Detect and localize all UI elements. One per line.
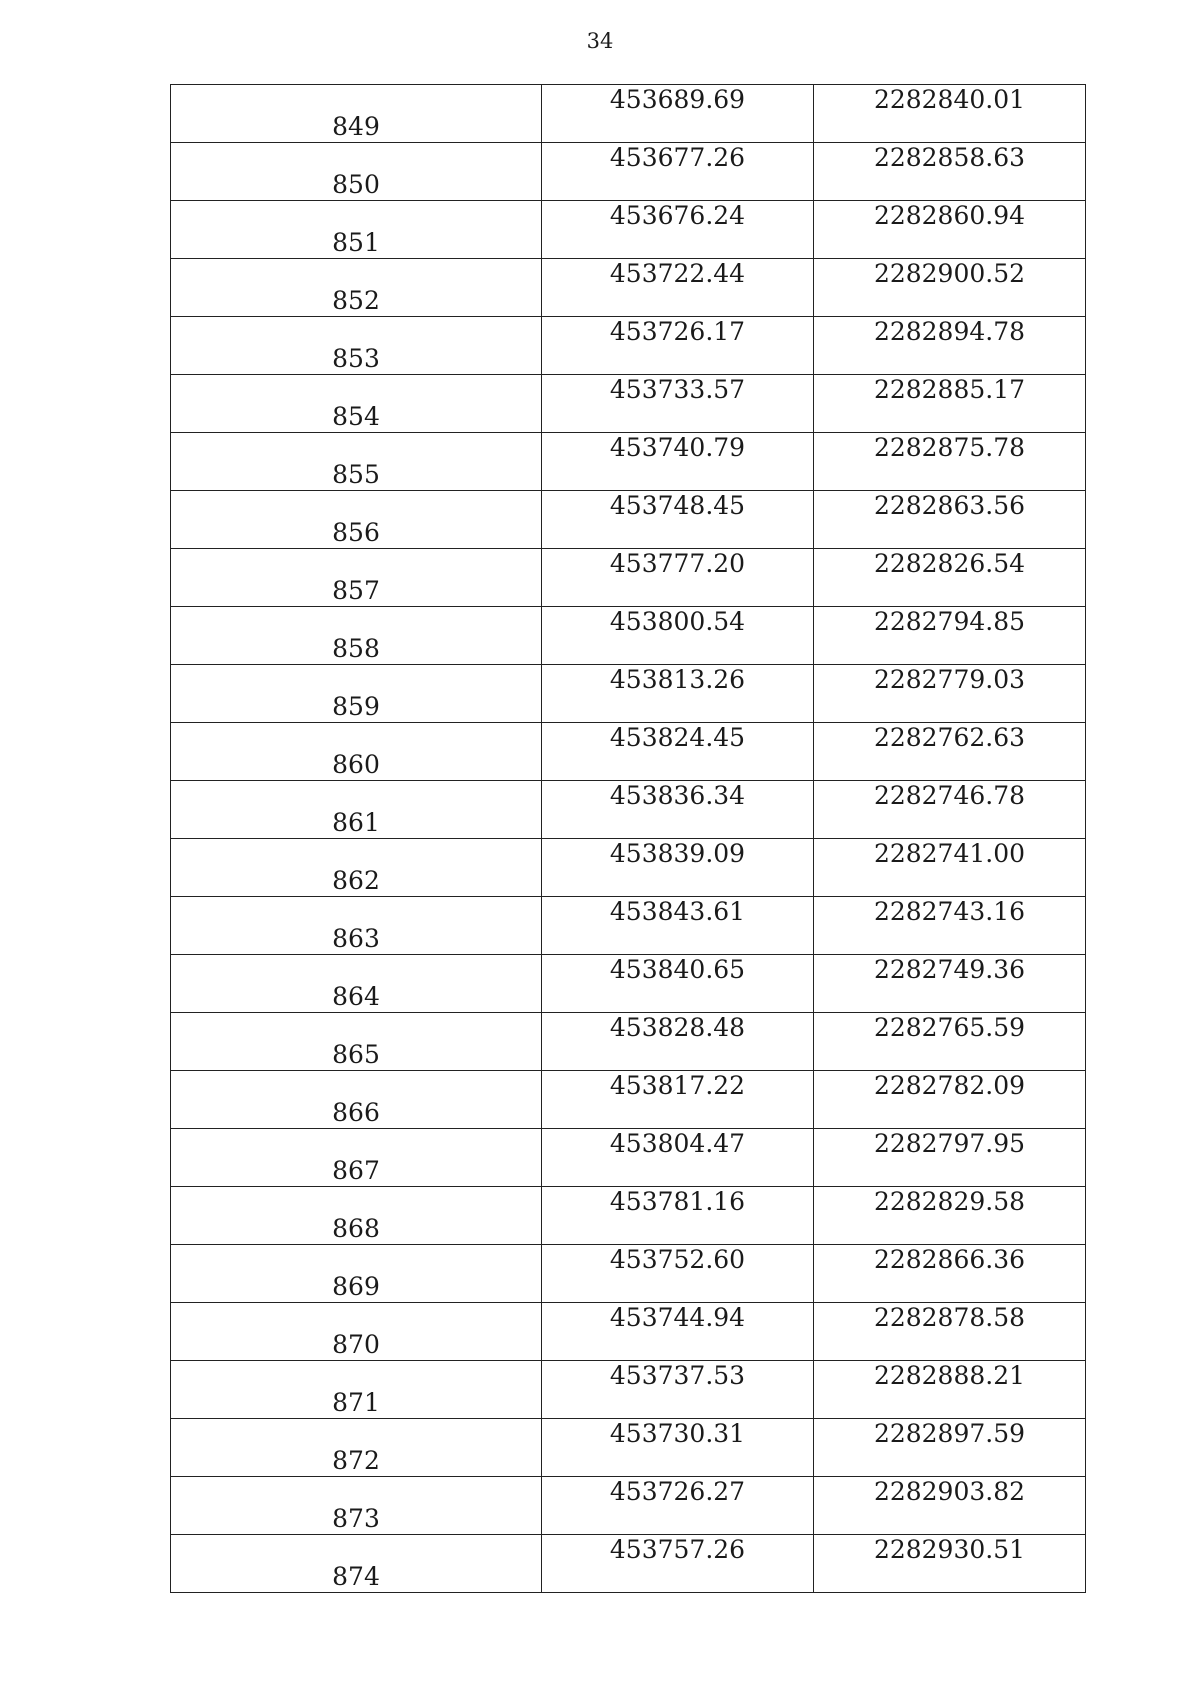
point-id-cell-text: 874 bbox=[332, 1562, 380, 1591]
x-coordinate-cell bbox=[542, 723, 814, 781]
x-coordinate-cell-text: 453757.26 bbox=[609, 1535, 746, 1564]
point-id-cell bbox=[171, 781, 542, 839]
x-coordinate-cell-text: 453676.24 bbox=[609, 201, 746, 230]
point-id-cell bbox=[171, 607, 542, 665]
y-coordinate-cell bbox=[814, 1245, 1086, 1303]
y-coordinate-cell bbox=[814, 665, 1086, 723]
x-coordinate-cell bbox=[542, 549, 814, 607]
table-row bbox=[171, 433, 1086, 491]
y-coordinate-cell bbox=[814, 1187, 1086, 1245]
x-coordinate-cell-text: 453689.69 bbox=[609, 85, 746, 114]
point-id-cell bbox=[171, 1129, 542, 1187]
coordinates-table-body bbox=[171, 85, 1086, 1593]
table-row bbox=[171, 317, 1086, 375]
y-coordinate-cell-text: 2282762.63 bbox=[873, 723, 1026, 752]
point-id-cell-text: 850 bbox=[332, 170, 380, 199]
point-id-cell bbox=[171, 1419, 542, 1477]
y-coordinate-cell-text: 2282829.58 bbox=[873, 1187, 1026, 1216]
point-id-cell-text: 866 bbox=[332, 1098, 380, 1127]
point-id-cell-text: 855 bbox=[332, 460, 380, 489]
point-id-cell-text: 854 bbox=[332, 402, 380, 431]
point-id-cell bbox=[171, 839, 542, 897]
point-id-cell bbox=[171, 665, 542, 723]
y-coordinate-cell-text: 2282860.94 bbox=[873, 201, 1026, 230]
y-coordinate-cell bbox=[814, 1419, 1086, 1477]
point-id-cell-text: 870 bbox=[332, 1330, 380, 1359]
y-coordinate-cell bbox=[814, 549, 1086, 607]
point-id-cell bbox=[171, 1477, 542, 1535]
y-coordinate-cell-text: 2282866.36 bbox=[873, 1245, 1026, 1274]
x-coordinate-cell-text: 453777.20 bbox=[609, 549, 746, 578]
y-coordinate-cell-text: 2282765.59 bbox=[873, 1013, 1026, 1042]
x-coordinate-cell bbox=[542, 897, 814, 955]
x-coordinate-cell-text: 453836.34 bbox=[609, 781, 746, 810]
y-coordinate-cell-text: 2282903.82 bbox=[873, 1477, 1026, 1506]
point-id-cell-text: 868 bbox=[332, 1214, 380, 1243]
table-row bbox=[171, 1013, 1086, 1071]
x-coordinate-cell bbox=[542, 433, 814, 491]
point-id-cell-text: 867 bbox=[332, 1156, 380, 1185]
y-coordinate-cell-text: 2282779.03 bbox=[873, 665, 1026, 694]
table-row bbox=[171, 1361, 1086, 1419]
point-id-cell bbox=[171, 1361, 542, 1419]
x-coordinate-cell-text: 453800.54 bbox=[609, 607, 746, 636]
x-coordinate-cell bbox=[542, 781, 814, 839]
y-coordinate-cell-text: 2282900.52 bbox=[873, 259, 1026, 288]
table-row bbox=[171, 723, 1086, 781]
x-coordinate-cell bbox=[542, 491, 814, 549]
table-row bbox=[171, 665, 1086, 723]
table-row bbox=[171, 955, 1086, 1013]
y-coordinate-cell bbox=[814, 1535, 1086, 1593]
point-id-cell-text: 857 bbox=[332, 576, 380, 605]
point-id-cell-text: 861 bbox=[332, 808, 380, 837]
page-number: 34 bbox=[586, 29, 614, 53]
point-id-cell-text: 872 bbox=[332, 1446, 380, 1475]
y-coordinate-cell-text: 2282894.78 bbox=[873, 317, 1026, 346]
point-id-cell-text: 852 bbox=[332, 286, 380, 315]
y-coordinate-cell-text: 2282797.95 bbox=[873, 1129, 1026, 1158]
y-coordinate-cell-text: 2282863.56 bbox=[873, 491, 1026, 520]
table-row bbox=[171, 1071, 1086, 1129]
table-row bbox=[171, 85, 1086, 143]
point-id-cell-text: 869 bbox=[332, 1272, 380, 1301]
y-coordinate-cell-text: 2282878.58 bbox=[873, 1303, 1026, 1332]
point-id-cell-text: 863 bbox=[332, 924, 380, 953]
x-coordinate-cell bbox=[542, 1071, 814, 1129]
x-coordinate-cell-text: 453817.22 bbox=[609, 1071, 746, 1100]
table-row bbox=[171, 781, 1086, 839]
x-coordinate-cell bbox=[542, 607, 814, 665]
table-row bbox=[171, 375, 1086, 433]
y-coordinate-cell-text: 2282826.54 bbox=[873, 549, 1026, 578]
point-id-cell-text: 851 bbox=[332, 228, 380, 257]
y-coordinate-cell-text: 2282746.78 bbox=[873, 781, 1026, 810]
y-coordinate-cell-text: 2282794.85 bbox=[873, 607, 1026, 636]
y-coordinate-cell bbox=[814, 85, 1086, 143]
y-coordinate-cell bbox=[814, 607, 1086, 665]
x-coordinate-cell-text: 453840.65 bbox=[609, 955, 746, 984]
x-coordinate-cell bbox=[542, 375, 814, 433]
point-id-cell-text: 871 bbox=[332, 1388, 380, 1417]
table-row bbox=[171, 1535, 1086, 1593]
point-id-cell bbox=[171, 375, 542, 433]
x-coordinate-cell-text: 453752.60 bbox=[609, 1245, 746, 1274]
x-coordinate-cell bbox=[542, 1245, 814, 1303]
x-coordinate-cell bbox=[542, 143, 814, 201]
x-coordinate-cell bbox=[542, 1013, 814, 1071]
y-coordinate-cell bbox=[814, 259, 1086, 317]
x-coordinate-cell bbox=[542, 1361, 814, 1419]
y-coordinate-cell bbox=[814, 1129, 1086, 1187]
point-id-cell-text: 864 bbox=[332, 982, 380, 1011]
x-coordinate-cell-text: 453813.26 bbox=[609, 665, 746, 694]
x-coordinate-cell-text: 453722.44 bbox=[609, 259, 746, 288]
y-coordinate-cell bbox=[814, 955, 1086, 1013]
y-coordinate-cell-text: 2282888.21 bbox=[873, 1361, 1026, 1390]
x-coordinate-cell bbox=[542, 1419, 814, 1477]
x-coordinate-cell-text: 453730.31 bbox=[609, 1419, 746, 1448]
table-row bbox=[171, 549, 1086, 607]
table-row bbox=[171, 1245, 1086, 1303]
y-coordinate-cell-text: 2282875.78 bbox=[873, 433, 1026, 462]
x-coordinate-cell bbox=[542, 317, 814, 375]
point-id-cell bbox=[171, 1245, 542, 1303]
y-coordinate-cell bbox=[814, 317, 1086, 375]
y-coordinate-cell bbox=[814, 375, 1086, 433]
point-id-cell bbox=[171, 491, 542, 549]
x-coordinate-cell bbox=[542, 85, 814, 143]
y-coordinate-cell bbox=[814, 143, 1086, 201]
point-id-cell-text: 860 bbox=[332, 750, 380, 779]
x-coordinate-cell-text: 453824.45 bbox=[609, 723, 746, 752]
x-coordinate-cell-text: 453839.09 bbox=[609, 839, 746, 868]
x-coordinate-cell bbox=[542, 1187, 814, 1245]
table-row bbox=[171, 1477, 1086, 1535]
table-row bbox=[171, 1303, 1086, 1361]
point-id-cell bbox=[171, 317, 542, 375]
point-id-cell bbox=[171, 955, 542, 1013]
x-coordinate-cell bbox=[542, 665, 814, 723]
y-coordinate-cell-text: 2282840.01 bbox=[873, 85, 1026, 114]
point-id-cell bbox=[171, 723, 542, 781]
point-id-cell bbox=[171, 1303, 542, 1361]
y-coordinate-cell-text: 2282743.16 bbox=[873, 897, 1026, 926]
table-row bbox=[171, 259, 1086, 317]
y-coordinate-cell bbox=[814, 1013, 1086, 1071]
y-coordinate-cell bbox=[814, 781, 1086, 839]
x-coordinate-cell bbox=[542, 1129, 814, 1187]
x-coordinate-cell-text: 453748.45 bbox=[609, 491, 746, 520]
x-coordinate-cell-text: 453677.26 bbox=[609, 143, 746, 172]
point-id-cell-text: 849 bbox=[332, 112, 380, 141]
table-row bbox=[171, 607, 1086, 665]
x-coordinate-cell-text: 453828.48 bbox=[609, 1013, 746, 1042]
x-coordinate-cell-text: 453781.16 bbox=[609, 1187, 746, 1216]
x-coordinate-cell bbox=[542, 259, 814, 317]
x-coordinate-cell bbox=[542, 1535, 814, 1593]
x-coordinate-cell bbox=[542, 1477, 814, 1535]
y-coordinate-cell-text: 2282782.09 bbox=[873, 1071, 1026, 1100]
y-coordinate-cell-text: 2282930.51 bbox=[873, 1535, 1026, 1564]
y-coordinate-cell bbox=[814, 491, 1086, 549]
point-id-cell bbox=[171, 1013, 542, 1071]
point-id-cell-text: 862 bbox=[332, 866, 380, 895]
point-id-cell-text: 865 bbox=[332, 1040, 380, 1069]
table-row bbox=[171, 1187, 1086, 1245]
x-coordinate-cell-text: 453804.47 bbox=[609, 1129, 746, 1158]
x-coordinate-cell-text: 453726.17 bbox=[609, 317, 746, 346]
table-row bbox=[171, 1129, 1086, 1187]
point-id-cell bbox=[171, 1187, 542, 1245]
point-id-cell bbox=[171, 1535, 542, 1593]
y-coordinate-cell-text: 2282858.63 bbox=[873, 143, 1026, 172]
y-coordinate-cell bbox=[814, 723, 1086, 781]
point-id-cell bbox=[171, 85, 542, 143]
y-coordinate-cell-text: 2282897.59 bbox=[873, 1419, 1026, 1448]
point-id-cell bbox=[171, 549, 542, 607]
x-coordinate-cell bbox=[542, 839, 814, 897]
y-coordinate-cell bbox=[814, 433, 1086, 491]
table-row bbox=[171, 839, 1086, 897]
point-id-cell bbox=[171, 1071, 542, 1129]
point-id-cell-text: 853 bbox=[332, 344, 380, 373]
point-id-cell bbox=[171, 897, 542, 955]
point-id-cell-text: 873 bbox=[332, 1504, 380, 1533]
x-coordinate-cell-text: 453737.53 bbox=[609, 1361, 746, 1390]
point-id-cell bbox=[171, 259, 542, 317]
x-coordinate-cell bbox=[542, 955, 814, 1013]
y-coordinate-cell-text: 2282741.00 bbox=[873, 839, 1026, 868]
x-coordinate-cell-text: 453843.61 bbox=[609, 897, 746, 926]
x-coordinate-cell bbox=[542, 1303, 814, 1361]
y-coordinate-cell bbox=[814, 201, 1086, 259]
x-coordinate-cell-text: 453726.27 bbox=[609, 1477, 746, 1506]
point-id-cell bbox=[171, 433, 542, 491]
x-coordinate-cell-text: 453744.94 bbox=[609, 1303, 746, 1332]
x-coordinate-cell-text: 453733.57 bbox=[609, 375, 746, 404]
y-coordinate-cell bbox=[814, 839, 1086, 897]
point-id-cell-text: 858 bbox=[332, 634, 380, 663]
coordinates-table bbox=[170, 84, 1086, 1593]
point-id-cell-text: 856 bbox=[332, 518, 380, 547]
table-row bbox=[171, 201, 1086, 259]
y-coordinate-cell bbox=[814, 897, 1086, 955]
y-coordinate-cell bbox=[814, 1303, 1086, 1361]
point-id-cell bbox=[171, 143, 542, 201]
table-row bbox=[171, 143, 1086, 201]
table-row bbox=[171, 491, 1086, 549]
y-coordinate-cell bbox=[814, 1361, 1086, 1419]
x-coordinate-cell-text: 453740.79 bbox=[609, 433, 746, 462]
y-coordinate-cell-text: 2282885.17 bbox=[873, 375, 1026, 404]
y-coordinate-cell-text: 2282749.36 bbox=[873, 955, 1026, 984]
y-coordinate-cell bbox=[814, 1477, 1086, 1535]
point-id-cell-text: 859 bbox=[332, 692, 380, 721]
x-coordinate-cell bbox=[542, 201, 814, 259]
point-id-cell bbox=[171, 201, 542, 259]
table-row bbox=[171, 897, 1086, 955]
table-row bbox=[171, 1419, 1086, 1477]
y-coordinate-cell bbox=[814, 1071, 1086, 1129]
